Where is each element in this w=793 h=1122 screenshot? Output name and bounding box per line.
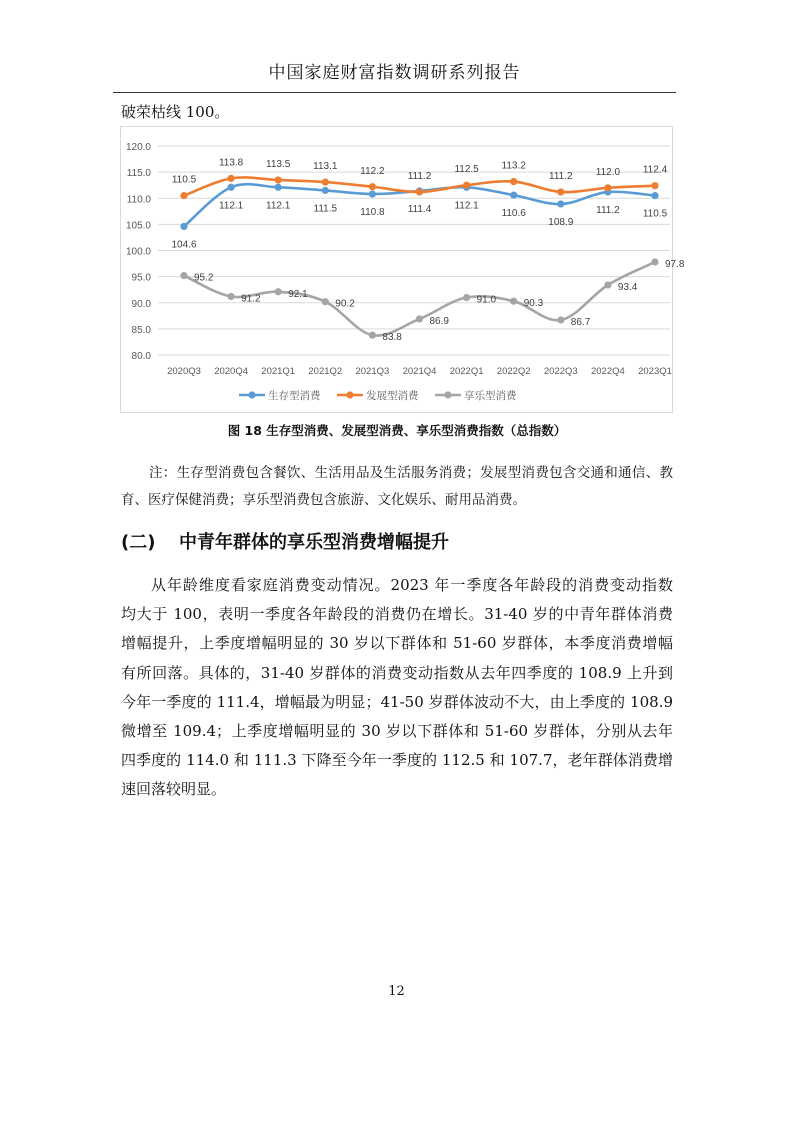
data-label: 91.2 [241, 293, 261, 305]
data-point [369, 183, 376, 190]
data-label: 93.4 [617, 281, 638, 293]
x-tick-label: 2022Q4 [590, 366, 625, 377]
data-point [651, 182, 658, 189]
legend-marker [346, 391, 353, 398]
data-point [510, 178, 517, 185]
data-point [322, 178, 329, 185]
legend-label: 生存型消费 [268, 390, 321, 402]
note-line: 注：生存型消费包含餐饮、生活用品及生活服务消费；发展型消费包含交通和通信、教 [149, 465, 673, 481]
data-point [275, 184, 282, 191]
legend-label: 发展型消费 [366, 390, 419, 402]
paragraph-line: 速回落较明显。 [121, 780, 227, 799]
line-chart [120, 126, 685, 413]
chart-svg [121, 127, 685, 412]
x-tick-label: 2021Q1 [261, 366, 296, 377]
paragraph-line: 四季度的 114.0 和 111.3 下降至今年一季度的 112.5 和 107.7，老年群体消费增 [121, 751, 673, 770]
body-paragraph [121, 571, 673, 805]
y-tick-label: 80.0 [131, 351, 151, 362]
data-point [604, 184, 611, 191]
data-point [369, 332, 376, 339]
data-label: 86.9 [429, 315, 449, 327]
data-label: 110.8 [360, 207, 385, 219]
section-title: 中青年群体的享乐型消费增幅提升 [179, 532, 449, 553]
data-label: 110.5 [171, 174, 197, 186]
data-label: 112.5 [454, 164, 479, 176]
data-label: 111.2 [407, 170, 432, 182]
legend-label: 享乐型消费 [464, 390, 517, 402]
data-label: 104.6 [171, 239, 197, 251]
header-divider [113, 92, 676, 93]
data-point [180, 272, 187, 279]
data-point [322, 298, 329, 305]
data-point [369, 190, 376, 197]
y-tick-label: 90.0 [131, 298, 151, 310]
data-point [228, 293, 235, 300]
y-tick-label: 120.0 [125, 142, 151, 153]
data-point [557, 188, 564, 195]
x-tick-label: 2023Q1 [638, 366, 672, 377]
data-label: 112.1 [266, 200, 291, 212]
paragraph-line: 微增至 109.4；上季度增幅明显的 30 岁以下群体和 51-60 岁群体，分别从去年 [121, 722, 673, 741]
data-point [557, 200, 564, 207]
report-header-title: 中国家庭财富指数调研系列报告 [268, 63, 521, 83]
data-label: 108.9 [548, 216, 574, 228]
legend-marker [248, 391, 255, 398]
section-heading [121, 528, 449, 554]
data-label: 86.7 [570, 316, 591, 328]
data-point [180, 223, 187, 230]
data-label: 113.5 [266, 158, 291, 170]
data-label: 111.2 [596, 204, 620, 216]
data-label: 112.2 [360, 165, 385, 177]
data-label: 112.4 [642, 164, 668, 176]
y-tick-label: 100.0 [125, 246, 151, 258]
data-point [228, 175, 235, 182]
data-label: 92.1 [288, 288, 308, 300]
data-point [416, 188, 423, 195]
data-point [463, 294, 470, 301]
data-point [228, 184, 235, 191]
data-label: 112.0 [595, 166, 621, 178]
x-tick-label: 2021Q3 [355, 366, 390, 377]
y-tick-label: 105.0 [125, 220, 151, 232]
data-label: 111.4 [407, 203, 432, 215]
x-tick-label: 2022Q3 [543, 366, 578, 377]
y-tick-label: 115.0 [126, 168, 151, 180]
data-label: 91.0 [476, 294, 497, 306]
data-label: 111.2 [549, 170, 573, 182]
data-label: 112.1 [218, 200, 244, 212]
note-line: 育、医疗保健消费；享乐型消费包含旅游、文化娱乐、耐用品消费。 [121, 492, 526, 508]
data-label: 97.8 [665, 258, 685, 270]
data-point [322, 187, 329, 194]
x-tick-label: 2021Q2 [308, 366, 343, 377]
data-point [275, 176, 282, 183]
data-point [275, 288, 282, 295]
data-point [651, 258, 658, 265]
data-label: 90.2 [335, 298, 355, 310]
paragraph-line: 今年一季度的 111.4，增幅最为明显；41-50 岁群体波动不大，由上季度的 108.9 [121, 692, 673, 711]
y-tick-label: 85.0 [131, 324, 151, 336]
data-label: 83.8 [382, 332, 402, 344]
data-point [510, 192, 517, 199]
data-label: 113.8 [218, 157, 244, 169]
x-tick-label: 2022Q1 [449, 366, 484, 377]
data-label: 110.5 [642, 208, 668, 220]
figure-note [121, 460, 673, 514]
legend-marker [444, 391, 451, 398]
data-point [557, 316, 564, 323]
x-tick-label: 2020Q4 [214, 366, 249, 377]
data-label: 90.3 [523, 298, 544, 310]
data-label: 113.1 [313, 161, 338, 173]
x-tick-label: 2021Q4 [402, 366, 437, 377]
x-tick-label: 2020Q3 [167, 366, 201, 377]
data-label: 95.2 [194, 272, 214, 284]
y-tick-label: 95.0 [131, 272, 151, 284]
y-tick-label: 110.0 [126, 194, 151, 206]
lead-text: 破荣枯线 100。 [121, 103, 230, 121]
data-point [463, 182, 470, 189]
page-number: 12 [388, 984, 405, 999]
figure-caption: 图 18 生存型消费、发展型消费、享乐型消费指数（总指数） [227, 423, 567, 438]
paragraph-line: 从年龄维度看家庭消费变动情况。2023 年一季度各年龄段的消费变动指数 [151, 576, 673, 594]
section-number: (二) [121, 532, 156, 553]
data-point [416, 315, 423, 322]
data-point [651, 192, 658, 199]
paragraph-line: 均大于 100，表明一季度各年龄段的消费仍在增长。31-40 岁的中青年群体消费 [121, 605, 673, 624]
data-label: 112.1 [454, 200, 479, 212]
data-point [604, 281, 611, 288]
paragraph-line: 有所回落。具体的，31-40 岁群体的消费变动指数从去年四季度的 108.9 上升到 [121, 663, 673, 682]
paragraph-line: 增幅提升，上季度增幅明显的 30 岁以下群体和 51-60 岁群体，本季度消费增幅 [121, 634, 673, 653]
data-point [180, 192, 187, 199]
data-label: 113.2 [501, 160, 526, 172]
data-point [510, 298, 517, 305]
x-tick-label: 2022Q2 [496, 366, 531, 377]
data-label: 111.5 [313, 203, 338, 215]
data-label: 110.6 [501, 208, 526, 220]
